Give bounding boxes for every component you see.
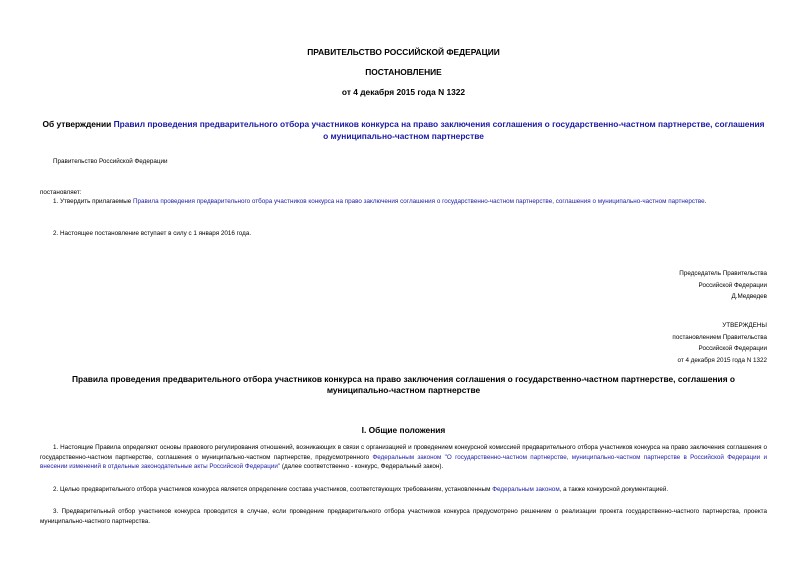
decree-item-2: 2. Настоящее постановление вступает в силу с 1 января 2016 года. <box>53 230 252 237</box>
section-1-paragraph-3: 3. Предварительный отбор участников конкурса проводится в случае, если проведение предварительного отбора участников конкурса предусмотрено решением о реализации проекта государственно-частного партнерства, проекта муниципально-частного партнерства. <box>40 508 767 525</box>
signature-position: Председатель Правительства <box>679 270 767 277</box>
document-type-heading: ПОСТАНОВЛЕНИЕ <box>365 67 442 77</box>
item1-suffix: . <box>704 198 707 205</box>
signature-block <box>679 269 767 302</box>
p1-prefix: 1. Настоящие Правила определяют основы правового регулирования отношений, возникающих в связи с организацией и проведением конкурсной комиссией предварительного отбора участников конкурса на право заключения соглашения о государственно-частном партнерстве, соглашения о муниципально-частном партнерстве, предусмотренного <box>40 444 767 461</box>
title-rules-link[interactable]: Правил проведения предварительного отбора участников конкурса на право заключения соглашения о государственно-частном партнерстве, соглашения о муниципально-частном партнерстве <box>113 119 765 141</box>
issuer-text: Правительство Российской Федерации <box>53 158 168 165</box>
p2-prefix: 2. Целью предварительного отбора участников конкурса является определение состава участников, соответствующих требованиям, установленным <box>53 486 493 493</box>
signature-name: Д.Медведев <box>731 293 767 300</box>
document-date-number: от 4 декабря 2015 года N 1322 <box>341 87 466 97</box>
approval-block <box>672 321 767 365</box>
signature-country: Российской Федерации <box>698 281 767 289</box>
section-1-paragraph-1 <box>40 443 767 472</box>
approval-country: Российской Федерации <box>698 345 767 352</box>
approval-date: от 4 декабря 2015 года N 1322 <box>677 356 767 364</box>
p2-federal-law-link[interactable]: Федеральным законом <box>492 486 560 493</box>
decrees-text: постановляет: <box>40 189 82 196</box>
government-heading: ПРАВИТЕЛЬСТВО РОССИЙСКОЙ ФЕДЕРАЦИИ <box>307 47 500 57</box>
section-1-heading: I. Общие положения <box>361 425 446 435</box>
rules-title: Правила проведения предварительного отбора участников конкурса на право заключения соглашения о государственно-частном партнерстве, соглашения о муниципально-частном партнерстве <box>71 374 736 395</box>
item1-prefix: 1. Утвердить прилагаемые <box>53 198 133 205</box>
decree-item-1 <box>40 197 767 207</box>
p2-suffix: , а также конкурсной документацией. <box>559 486 669 493</box>
section-1-paragraph-2 <box>40 485 767 495</box>
approval-by: постановлением Правительства <box>672 333 767 341</box>
approval-label: УТВЕРЖДЕНЫ <box>722 322 767 329</box>
document-title <box>40 118 767 142</box>
title-prefix: Об утверждении <box>42 119 114 129</box>
p1-federal-law-link[interactable]: Федеральным законом "О государственно-частном партнерстве, муниципально-частном партнерстве в Российской Федерации и внесении изменений в отдельные законодательные акты Российской Федерации" <box>40 453 767 470</box>
p1-suffix: (далее соответственно - конкурс, Федеральный закон). <box>280 463 444 470</box>
item1-rules-link[interactable]: Правила проведения предварительного отбора участников конкурса на право заключения соглашения о государственно-частном партнерстве, соглашения о муниципально-частном партнерстве <box>133 198 705 205</box>
